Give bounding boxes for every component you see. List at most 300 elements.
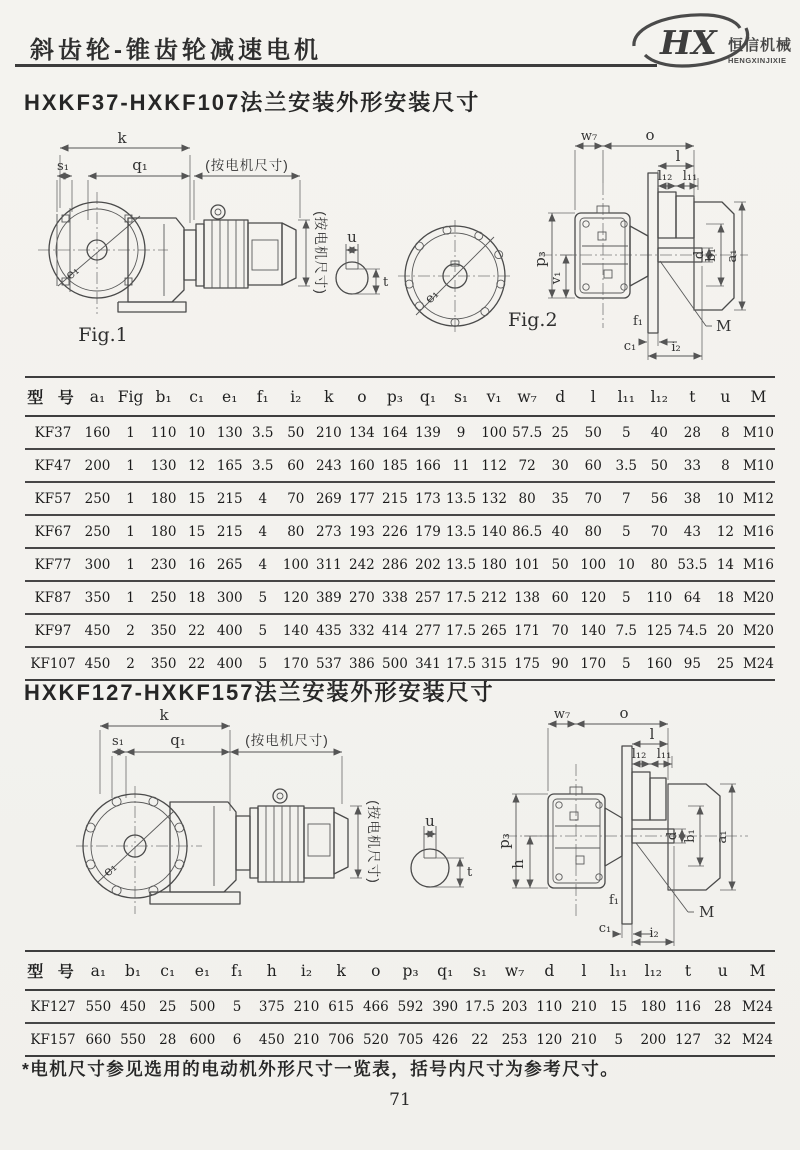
value-cell: 450 (258, 1031, 285, 1048)
fig2-shaft-section (411, 812, 473, 887)
value-cell: 70 (650, 523, 668, 540)
value-cell: 12 (188, 457, 206, 474)
value-cell: 253 (501, 1031, 528, 1048)
table-row (25, 449, 775, 482)
value-cell: M16 (742, 523, 774, 540)
value-cell: 450 (120, 998, 146, 1015)
value-cell: 50 (287, 424, 305, 441)
value-cell: 4 (258, 490, 268, 507)
value-cell: 40 (551, 523, 569, 540)
logo-abbr: HX (660, 23, 717, 62)
model-cell: KF47 (34, 457, 72, 474)
value-cell: 110 (150, 424, 177, 441)
value-cell: 25 (716, 655, 734, 672)
value-cell: 5 (621, 523, 631, 540)
value-cell: 50 (584, 424, 602, 441)
motor-dim-note-vertical: (按电机尺寸) (313, 211, 328, 295)
value-cell: 435 (315, 622, 342, 639)
value-cell: 400 (216, 622, 243, 639)
value-cell: 3.5 (252, 424, 274, 441)
value-cell: 80 (518, 490, 536, 507)
value-cell: 311 (315, 556, 342, 573)
section1-table-wrapper (25, 376, 775, 681)
value-cell: 30 (551, 457, 569, 474)
value-cell: 100 (580, 556, 607, 573)
value-cell: 38 (683, 490, 701, 507)
value-cell: M10 (742, 457, 774, 474)
fig2-flange-face (398, 220, 558, 334)
value-cell: 127 (675, 1031, 701, 1048)
value-cell: 426 (432, 1031, 459, 1048)
value-cell: 15 (610, 998, 628, 1015)
dim-label-d: d (665, 831, 680, 841)
value-cell: 140 (481, 523, 507, 540)
column-header: Fig (117, 387, 144, 406)
value-cell: 212 (481, 589, 507, 606)
value-cell: 450 (84, 655, 111, 672)
value-cell: 120 (536, 1031, 563, 1048)
value-cell: 28 (159, 1031, 177, 1048)
value-cell: 70 (551, 622, 569, 639)
value-cell: 9 (456, 424, 466, 441)
value-cell: 215 (216, 523, 243, 540)
value-cell: 5 (258, 589, 268, 606)
value-cell: 60 (287, 457, 305, 474)
value-cell: 40 (650, 424, 668, 441)
model-cell: KF157 (30, 1031, 76, 1048)
column-header: c₁ (160, 961, 176, 980)
dim-label-e1: e₁ (62, 263, 83, 284)
column-header: a₁ (89, 387, 106, 406)
value-cell: 250 (84, 523, 111, 540)
dim-label-e1-fig2: e₁ (422, 287, 442, 307)
column-header: d (555, 387, 566, 406)
motor-dim-note-2: (按电机尺寸) (245, 733, 329, 748)
value-cell: 5 (614, 1031, 623, 1048)
column-header: c₁ (189, 387, 205, 406)
value-cell: 10 (617, 556, 635, 573)
value-cell: M10 (742, 424, 774, 441)
value-cell: 500 (382, 655, 408, 672)
value-cell: 4 (258, 556, 268, 573)
value-cell: 215 (382, 490, 408, 507)
value-cell: 32 (714, 1031, 732, 1048)
value-cell: M24 (742, 1031, 774, 1048)
value-cell: 210 (293, 1031, 320, 1048)
model-cell: KF67 (34, 523, 72, 540)
dim-label-d: d (692, 250, 707, 260)
value-cell: 140 (282, 622, 309, 639)
column-header: M (749, 961, 766, 980)
value-cell: 705 (397, 1031, 424, 1048)
value-cell: 5 (258, 655, 268, 672)
value-cell: 202 (415, 556, 441, 573)
column-header: t (689, 387, 696, 406)
fig1-gearmotor-side-view (38, 129, 329, 346)
value-cell: 300 (216, 589, 243, 606)
column-header: i₂ (300, 961, 313, 980)
value-cell: 14 (716, 556, 734, 573)
value-cell: 386 (349, 655, 375, 672)
model-cell: KF87 (34, 589, 72, 606)
value-cell: 600 (189, 1031, 216, 1048)
value-cell: 500 (189, 998, 216, 1015)
value-cell: 400 (216, 655, 243, 672)
column-header: t (684, 961, 692, 980)
column-header: o (357, 387, 367, 406)
section1-title: HXKF37-HXKF107法兰安装外形安装尺寸 (24, 90, 481, 115)
value-cell: 11 (452, 457, 470, 474)
value-cell: 112 (481, 457, 507, 474)
value-cell: 100 (481, 424, 507, 441)
value-cell: 57.5 (512, 424, 543, 441)
column-header: k (324, 387, 334, 406)
value-cell: 17.5 (464, 998, 495, 1015)
column-header: p₃ (386, 387, 404, 406)
column-header: q₁ (437, 961, 454, 980)
value-cell: 116 (675, 998, 701, 1015)
dim-label-b1: b₁ (683, 829, 698, 843)
dim-label-q1: q₁ (170, 731, 186, 749)
value-cell: 8 (721, 424, 730, 441)
value-cell: 35 (551, 490, 569, 507)
value-cell: M20 (742, 622, 774, 639)
value-cell: 86.5 (512, 523, 543, 540)
value-cell: 53.5 (677, 556, 708, 573)
dim-label-s1: s₁ (112, 734, 124, 749)
dim-label-f1: f₁ (608, 893, 620, 908)
value-cell: 179 (415, 523, 441, 540)
value-cell: 180 (640, 998, 667, 1015)
value-cell: 56 (650, 490, 668, 507)
value-cell: 338 (382, 589, 408, 606)
fig1-caption: Fig.1 (78, 324, 128, 346)
value-cell: 5 (232, 998, 242, 1015)
dim-label-u: u (425, 812, 435, 830)
dimension-table-kf127-kf157 (25, 950, 775, 1057)
value-cell: 18 (716, 589, 734, 606)
value-cell: 450 (84, 622, 111, 639)
column-header: u (717, 961, 728, 980)
value-cell: 22 (471, 1031, 489, 1048)
value-cell: 33 (683, 457, 701, 474)
value-cell: 210 (571, 1031, 597, 1048)
section2-title: HXKF127-HXKF157法兰安装外形安装尺寸 (24, 680, 495, 705)
dim-label-l12: l₁₂ (631, 747, 647, 762)
value-cell: 243 (315, 457, 342, 474)
column-header: l (590, 387, 596, 406)
value-cell: 5 (621, 589, 631, 606)
value-cell: 4 (258, 523, 268, 540)
value-cell: 7.5 (615, 622, 638, 639)
value-cell: 7 (621, 490, 631, 507)
column-header: w₇ (517, 387, 537, 406)
value-cell: 130 (150, 457, 177, 474)
value-cell: 200 (640, 1031, 667, 1048)
value-cell: 22 (188, 622, 206, 639)
value-cell: 170 (282, 655, 309, 672)
value-cell: 70 (584, 490, 602, 507)
value-cell: 160 (646, 655, 673, 672)
column-header: s₁ (472, 961, 487, 980)
column-header: f₁ (256, 387, 269, 406)
table-row (25, 482, 775, 515)
value-cell: 110 (536, 998, 563, 1015)
column-header: l (581, 961, 587, 980)
value-cell: 520 (362, 1031, 389, 1048)
dim-label-f1: f₁ (632, 314, 644, 329)
column-header: i₂ (290, 387, 302, 406)
value-cell: 265 (481, 622, 507, 639)
value-cell: 180 (481, 556, 507, 573)
value-cell: 341 (415, 655, 441, 672)
dim-label-c1: c₁ (598, 921, 612, 936)
value-cell: 13.5 (446, 523, 477, 540)
value-cell: 60 (551, 589, 569, 606)
value-cell: 390 (432, 998, 459, 1015)
value-cell: 25 (551, 424, 569, 441)
value-cell: 166 (415, 457, 441, 474)
dim-label-l12: l₁₂ (657, 169, 673, 184)
value-cell: 74.5 (677, 622, 708, 639)
column-header: 型 号 (27, 390, 79, 407)
value-cell: 50 (650, 457, 668, 474)
fig-gearmotor-side-view-2 (76, 706, 382, 914)
value-cell: 1 (126, 556, 135, 573)
dim-label-u: u (347, 228, 357, 246)
value-cell: 170 (580, 655, 607, 672)
value-cell: 203 (501, 998, 528, 1015)
value-cell: 70 (287, 490, 305, 507)
value-cell: 350 (150, 622, 177, 639)
column-header: e₁ (194, 961, 211, 980)
value-cell: 140 (580, 622, 607, 639)
column-header: l₁₂ (644, 961, 663, 980)
value-cell: 250 (84, 490, 111, 507)
dim-label-s1: s₁ (57, 159, 69, 174)
header-row (25, 377, 775, 416)
page-header-title: 斜齿轮-锥齿轮减速电机 (30, 37, 322, 64)
value-cell: 164 (382, 424, 408, 441)
value-cell: 101 (514, 556, 541, 573)
value-cell: 180 (150, 523, 177, 540)
value-cell: 265 (216, 556, 243, 573)
dim-label-p3: p₃ (531, 251, 549, 267)
column-header: o (371, 961, 381, 980)
value-cell: 193 (349, 523, 375, 540)
company-logo (624, 8, 794, 78)
value-cell: 350 (150, 655, 177, 672)
value-cell: 175 (514, 655, 541, 672)
dim-label-o: o (619, 706, 629, 722)
header-row (25, 951, 775, 990)
column-header: q₁ (419, 387, 437, 406)
column-header: w₇ (504, 961, 525, 980)
value-cell: 120 (580, 589, 607, 606)
table-row (25, 614, 775, 647)
value-cell: 615 (328, 998, 355, 1015)
fig2-housing-front-view (495, 706, 748, 946)
value-cell: 80 (650, 556, 668, 573)
value-cell: 95 (683, 655, 701, 672)
value-cell: 160 (349, 457, 375, 474)
model-cell: KF37 (34, 424, 72, 441)
column-header: M (750, 387, 767, 406)
value-cell: 2 (126, 655, 135, 672)
header-divider (15, 64, 657, 67)
column-header: f₁ (231, 961, 244, 980)
value-cell: 17.5 (446, 655, 477, 672)
value-cell: 160 (84, 424, 111, 441)
value-cell: M20 (742, 589, 774, 606)
column-header: l₁₁ (617, 387, 635, 406)
value-cell: 80 (584, 523, 602, 540)
page-number: 71 (389, 1090, 411, 1110)
eyebolt-icon (273, 789, 287, 803)
dimension-table-kf37-kf107 (25, 376, 775, 681)
section2-drawings (0, 706, 800, 950)
fig1-shaft-section (336, 228, 389, 294)
dim-label-l11: l₁₁ (682, 169, 698, 184)
value-cell: 64 (683, 589, 701, 606)
dim-label-v1: v₁ (549, 271, 564, 285)
dim-label-t: t (467, 865, 473, 880)
value-cell: 300 (84, 556, 111, 573)
value-cell: 466 (362, 998, 389, 1015)
value-cell: 226 (382, 523, 408, 540)
dim-label-l: l (649, 725, 655, 743)
dim-label-k: k (117, 129, 127, 147)
value-cell: 90 (551, 655, 569, 672)
dim-label-q1: q₁ (132, 156, 148, 174)
value-cell: 173 (415, 490, 441, 507)
value-cell: 177 (349, 490, 375, 507)
value-cell: 125 (646, 622, 673, 639)
value-cell: 132 (481, 490, 507, 507)
dim-label-k: k (159, 706, 169, 724)
dim-label-i2: i₂ (649, 926, 659, 941)
value-cell: 60 (584, 457, 602, 474)
value-cell: 17.5 (446, 622, 477, 639)
column-header: p₃ (402, 961, 419, 980)
value-cell: 15 (188, 523, 206, 540)
value-cell: 5 (621, 655, 631, 672)
value-cell: 18 (188, 589, 206, 606)
value-cell: 537 (315, 655, 342, 672)
eyebolt-icon (211, 205, 225, 219)
column-header: 型 号 (27, 964, 79, 981)
column-header: b₁ (155, 387, 172, 406)
model-cell: KF57 (34, 490, 72, 507)
value-cell: 250 (150, 589, 177, 606)
model-cell: KF127 (30, 998, 76, 1015)
dim-label-l11: l₁₁ (656, 747, 672, 762)
column-header: l₁₁ (609, 961, 628, 980)
column-header: d (544, 961, 555, 980)
value-cell: 10 (188, 424, 206, 441)
dim-label-l: l (675, 147, 681, 165)
table-row (25, 515, 775, 548)
column-header: l₁₂ (650, 387, 669, 406)
value-cell: 1 (126, 589, 135, 606)
column-header: u (720, 387, 731, 406)
value-cell: 22 (188, 655, 206, 672)
value-cell: 230 (150, 556, 177, 573)
dim-label-i2: i₂ (671, 340, 681, 355)
value-cell: 165 (216, 457, 243, 474)
value-cell: 315 (481, 655, 507, 672)
value-cell: 20 (716, 622, 734, 639)
column-header: a₁ (90, 961, 107, 980)
fig1-housing-front-view (531, 128, 748, 360)
value-cell: 389 (315, 589, 342, 606)
value-cell: 210 (293, 998, 320, 1015)
value-cell: 706 (328, 1031, 355, 1048)
value-cell: 120 (282, 589, 309, 606)
value-cell: 210 (315, 424, 342, 441)
value-cell: 16 (188, 556, 206, 573)
value-cell: 660 (85, 1031, 112, 1048)
dim-label-t: t (383, 275, 389, 290)
value-cell: 180 (150, 490, 177, 507)
value-cell: 13.5 (446, 490, 477, 507)
value-cell: 242 (349, 556, 375, 573)
dim-label-c1: c₁ (623, 339, 637, 354)
value-cell: 550 (120, 1031, 146, 1048)
value-cell: 210 (571, 998, 597, 1015)
table-row (25, 416, 775, 449)
value-cell: 286 (382, 556, 408, 573)
dim-label-M: M (699, 903, 715, 921)
value-cell: 17.5 (446, 589, 477, 606)
model-cell: KF77 (34, 556, 72, 573)
dim-label-M: M (716, 317, 732, 335)
logo-company-cn: 恒信机械 (728, 37, 793, 54)
column-header: s₁ (453, 387, 469, 406)
table-row (25, 1023, 775, 1056)
value-cell: M24 (742, 655, 774, 672)
value-cell: 8 (721, 457, 730, 474)
dim-label-p3: p₃ (495, 833, 513, 849)
value-cell: 1 (126, 523, 135, 540)
logo-company-en: HENGXINJIXIE (728, 56, 787, 65)
value-cell: 15 (188, 490, 206, 507)
value-cell: 13.5 (446, 556, 477, 573)
value-cell: 100 (282, 556, 309, 573)
value-cell: 1 (126, 457, 135, 474)
dim-label-b1: b₁ (704, 248, 719, 262)
dim-label-a1: a₁ (715, 830, 730, 844)
value-cell: 25 (159, 998, 177, 1015)
column-header: k (336, 961, 346, 980)
value-cell: 72 (518, 457, 536, 474)
value-cell: 5 (621, 424, 631, 441)
value-cell: 28 (714, 998, 732, 1015)
hx-logo-icon (624, 8, 794, 78)
motor-dim-note-vertical-2: (按电机尺寸) (366, 800, 381, 884)
column-header: b₁ (124, 961, 142, 980)
section2-table-wrapper (25, 950, 775, 1057)
value-cell: M16 (742, 556, 774, 573)
value-cell: 50 (551, 556, 569, 573)
value-cell: 28 (683, 424, 701, 441)
value-cell: M24 (742, 998, 774, 1015)
value-cell: 134 (349, 424, 375, 441)
value-cell: 269 (315, 490, 342, 507)
dim-label-e1: e₁ (100, 860, 121, 880)
column-header: h (266, 961, 277, 980)
value-cell: 200 (84, 457, 111, 474)
